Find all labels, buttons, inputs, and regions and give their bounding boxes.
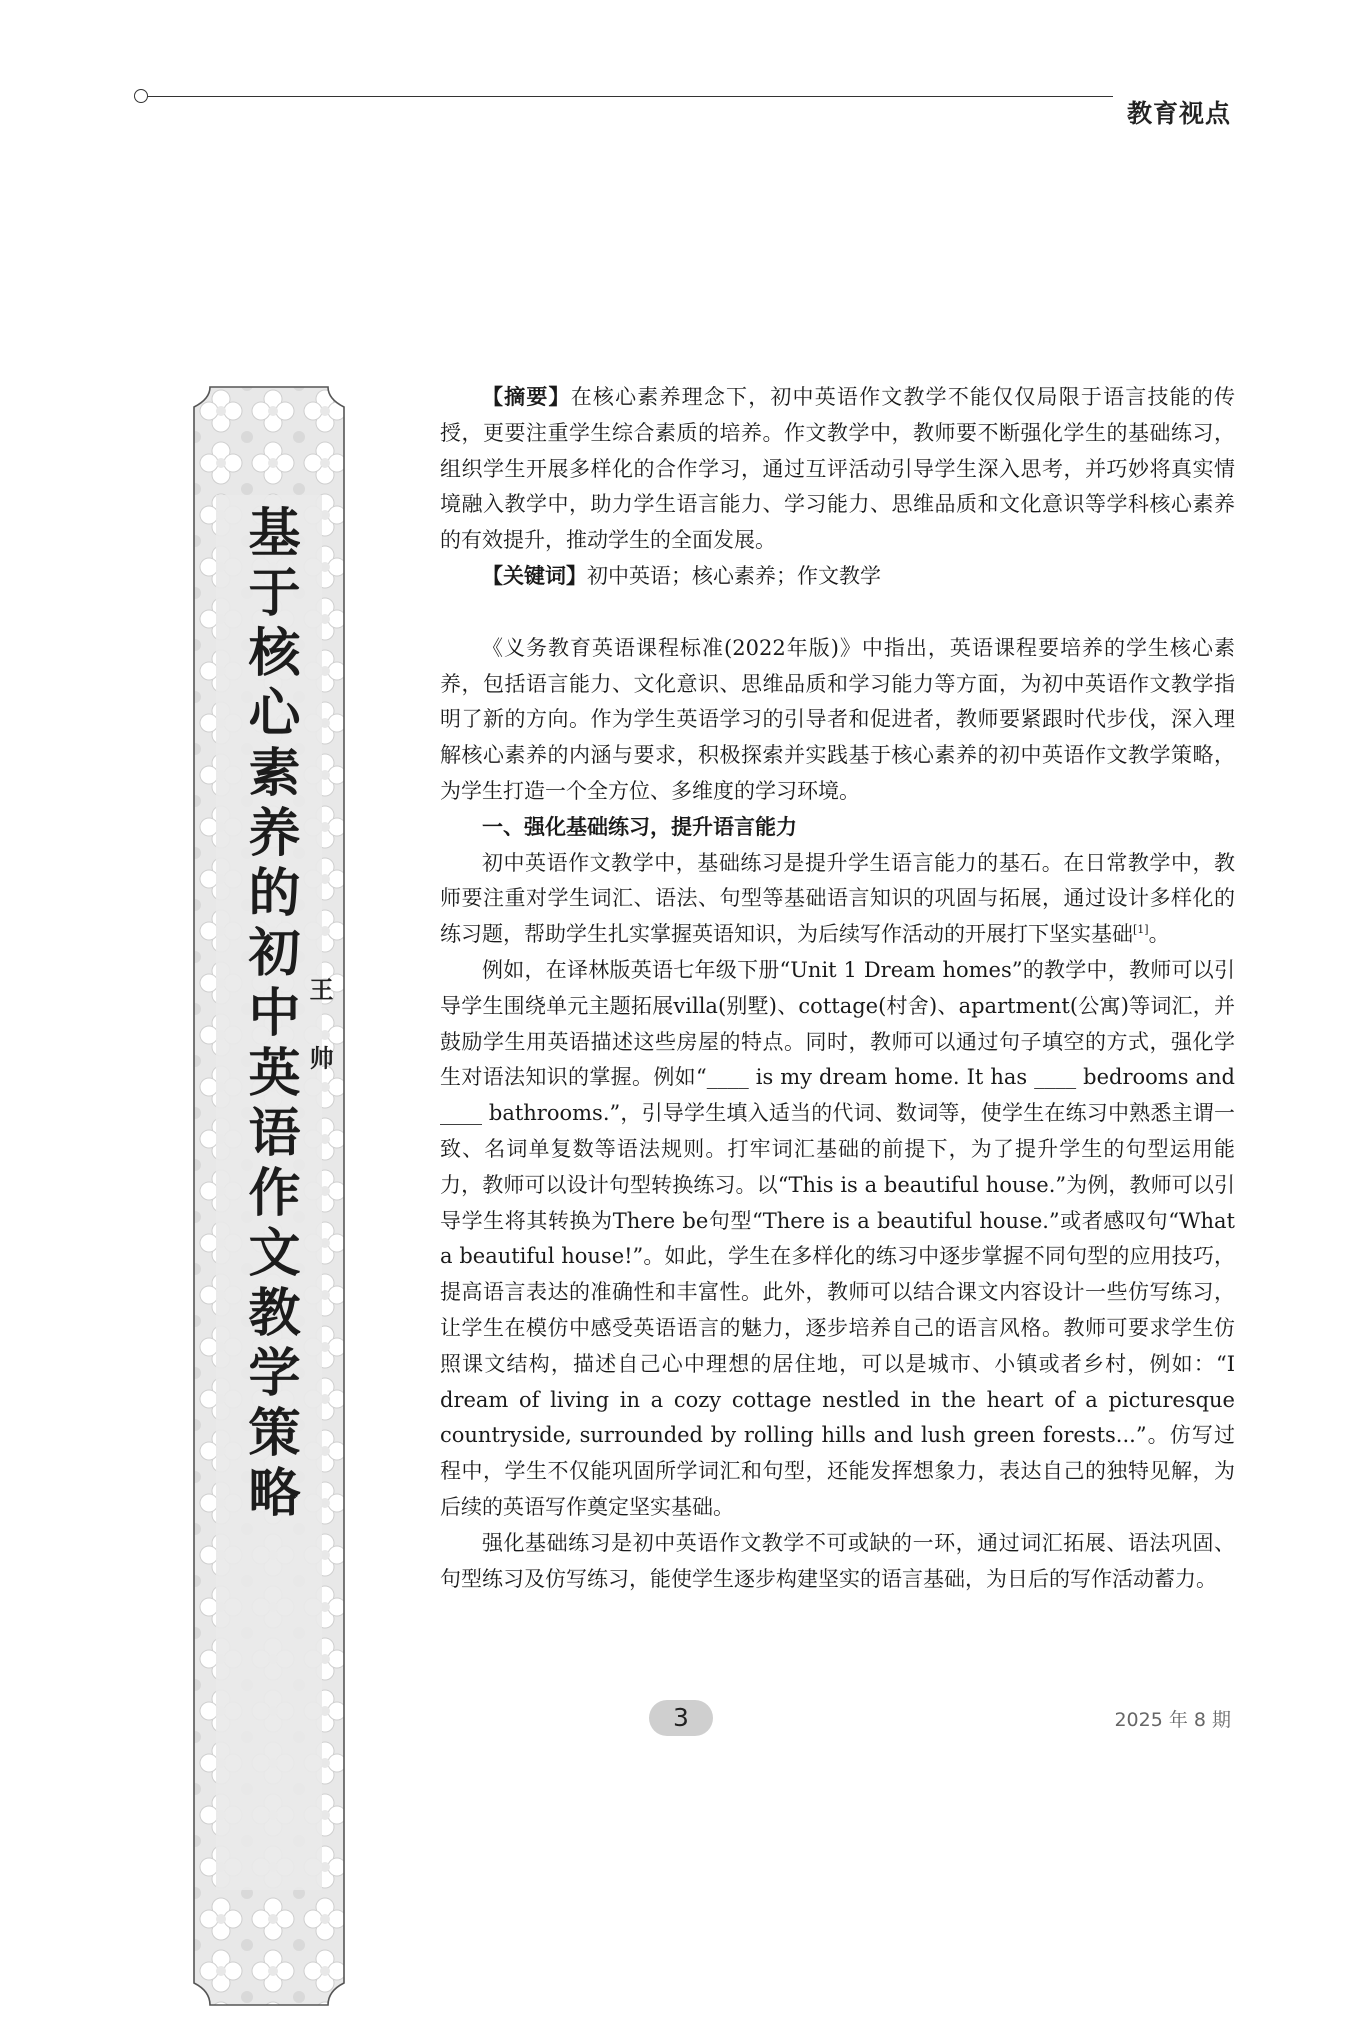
page-number: 3 — [649, 1700, 713, 1736]
author-name: 王 帅 — [305, 977, 333, 1088]
abstract-label: 【摘要】 — [482, 385, 571, 409]
article-title: 基于核心素养的初中英语作文教学策略 — [239, 505, 299, 1525]
paragraph-1-end: 。 — [1148, 922, 1170, 947]
issue-label: 2025 年 8 期 — [1114, 1709, 1231, 1731]
paragraph-1-text: 初中英语作文教学中，基础练习是提升学生语言能力的基石。在日常教学中，教师要注重对学生词汇、语法、句型等基础语言知识的巩固与拓展，通过设计多样化的练习题，帮助学生扎实掌握英语知识，为后续写作活动的开展打下坚实基础 — [440, 850, 1235, 947]
section-heading: 一、强化基础练习，提升语言能力 — [482, 814, 797, 839]
header-circle-ornament — [134, 89, 148, 103]
keywords — [440, 559, 1235, 595]
intro-paragraph: 《义务教育英语课程标准(2022年版)》中指出，英语课程要培养的学生核心素养，包括语言能力、文化意识、思维品质和学习能力等方面，为初中英语作文教学指明了新的方向。作为学生英语学习的引导者和促进者，教师要紧跟时代步伐，深入理解核心素养的内涵与要求，积极探索并实践基于核心素养的初中英语作文教学策略，为学生打造一个全方位、多维度的学习环境。 — [440, 635, 1235, 803]
citation-ref: [1] — [1133, 923, 1149, 937]
abstract-text: 在核心素养理念下，初中英语作文教学不能仅仅局限于语言技能的传授，更要注重学生综合素质的培养。作文教学中，教师要不断强化学生的基础练习，组织学生开展多样化的合作学习，通过互评活动引导学生深入思考，并巧妙将真实情境融入教学中，助力学生语言能力、学习能力、思维品质和文化意识等学科核心素养的有效提升，推动学生的全面发展。 — [440, 385, 1236, 553]
paragraph-1 — [440, 846, 1235, 953]
section-title: 教育视点 — [1126, 99, 1231, 128]
keywords-text: 初中英语；核心素养；作文教学 — [587, 563, 881, 588]
article-body — [440, 380, 1235, 1597]
abstract — [440, 380, 1235, 559]
paragraph-3: 强化基础练习是初中英语作文教学不可或缺的一环，通过词汇拓展、语法巩固、句型练习及仿写练习，能使学生逐步构建坚实的语言基础，为日后的写作活动蓄力。 — [440, 1530, 1235, 1591]
title-panel — [192, 385, 346, 2035]
keywords-label: 【关键词】 — [482, 563, 587, 588]
header-rule — [148, 96, 1113, 97]
spacer — [440, 595, 1235, 631]
paragraph-2: 例如，在译林版英语七年级下册“Unit 1 Dream homes”的教学中，教师可以引导学生围绕单元主题拓展villa(别墅)、cottage(村舍)、apartment(公寓)等词汇，并鼓励学生用英语描述这些房屋的特点。同时，教师可以通过句子填空的方式，强化学生对语法知识的掌握。例如“____ is my dream home. It has ____ bedrooms and ____ bathrooms.”，引导学生填入适当的代词、数词等，使学生在练习中熟悉主谓一致、名词单复数等语法规则。打牢词汇基础的前提下，为了提升学生的句型运用能力，教师可以设计句型转换练习。以“This is a beautiful house.”为例，教师可以引导学生将其转换为There be句型“There is a beautiful house.”或者感叹句“What a beautiful house!”。如此，学生在多样化的练习中逐步掌握不同句型的应用技巧，提高语言表达的准确性和丰富性。此外，教师可以结合课文内容设计一些仿写练习，让学生在模仿中感受英语语言的魅力，逐步培养自己的语言风格。教师可要求学生仿照课文结构，描述自己心中理想的居住地，可以是城市、小镇或者乡村，例如：“I dream of living in a cozy cottage nestled in the heart of a picturesque countryside, surrounded by rolling hills and lush green forests...”。仿写过程中，学生不仅能巩固所学词汇和句型，还能发挥想象力，表达自己的独特见解，为后续的英语写作奠定坚实基础。 — [440, 957, 1235, 1519]
